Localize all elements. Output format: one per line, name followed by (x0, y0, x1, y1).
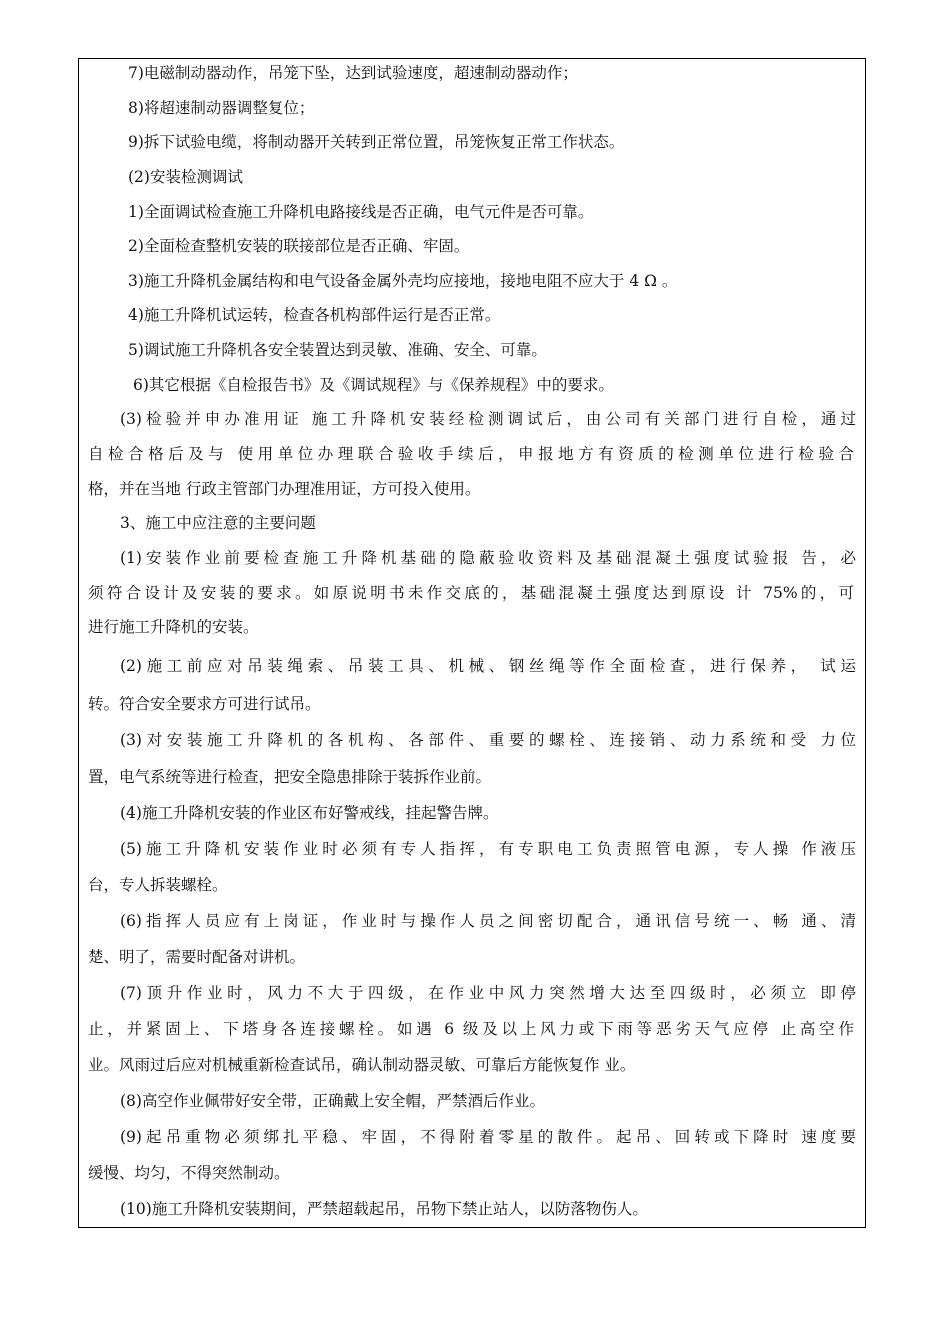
text-line: 进行施工升降机的安装。 (88, 618, 259, 636)
text-line: (2)施工前应对吊装绳索、吊装工具、机械、钢丝绳等作全面检查，进行保养， 试运 (120, 657, 856, 675)
text-line: (9)起吊重物必须绑扎平稳、牢固，不得附着零星的散件。起吊、回转或下降时 速度要 (120, 1128, 856, 1146)
text-line: 6)其它根据《自检报告书》及《调试规程》与《保养规程》中的要求。 (133, 376, 614, 394)
text-line: 置，电气系统等进行检查，把安全隐患排除于装拆作业前。 (88, 768, 492, 786)
text-line: 楚、明了，需要时配备对讲机。 (88, 948, 306, 966)
text-line: (8)高空作业佩带好安全带，正确戴上安全帽，严禁酒后作业。 (120, 1092, 545, 1110)
text-line: (1)安装作业前要检查施工升降机基础的隐蔽验收资料及基础混凝土强度试验报 告，必 (120, 549, 856, 567)
text-line: (7)顶升作业时，风力不大于四级，在作业中风力突然增大达至四级时，必须立 即停 (120, 984, 856, 1002)
text-line: (6)指挥人员应有上岗证，作业时与操作人员之间密切配合，通讯信号统一、畅 通、清 (120, 912, 856, 930)
text-line: 止，并紧固上、下塔身各连接螺栓。如遇 6 级及以上风力或下雨等恶劣天气应停 止高空作 (88, 1020, 854, 1038)
text-line: 4)施工升降机试运转，检查各机构部件运行是否正常。 (128, 306, 501, 324)
text-line: 2)全面检查整机安装的联接部位是否正确、牢固。 (128, 237, 470, 255)
text-line: 格，并在当地 行政主管部门办理准用证，方可投入使用。 (88, 480, 481, 498)
text-line: (2)安装检测调试 (128, 168, 243, 186)
text-line: (3)对安装施工升降机的各机构、各部件、重要的螺栓、连接销、动力系统和受 力位 (120, 731, 856, 749)
text-line: 1)全面调试检查施工升降机电路接线是否正确，电气元件是否可靠。 (128, 203, 594, 221)
text-line: 5)调试施工升降机各安全装置达到灵敏、准确、安全、可靠。 (128, 341, 547, 359)
text-line: 业。风雨过后应对机械重新检查试吊，确认制动器灵敏、可靠后方能恢复作 业。 (88, 1056, 636, 1074)
document-border (78, 58, 866, 1228)
section-heading: 3、施工中应注意的主要问题 (120, 514, 316, 532)
text-line: 7)电磁制动器动作，吊笼下坠，达到试验速度，超速制动器动作； (128, 64, 578, 82)
text-line: (10)施工升降机安装期间，严禁超载起吊，吊物下禁止站人，以防落物伤人。 (120, 1200, 648, 1218)
text-line: 转。符合安全要求方可进行试吊。 (88, 695, 321, 713)
text-line: 台，专人拆装螺栓。 (88, 876, 228, 894)
text-line: 须符合设计及安装的要求。如原说明书未作交底的，基础混凝土强度达到原设 计 75%的，可 (88, 584, 854, 602)
text-line: 8)将超速制动器调整复位； (128, 99, 315, 117)
text-line: (5)施工升降机安装作业时必须有专人指挥，有专职电工负责照管电源，专人操 作液压 (120, 840, 856, 858)
text-line: 3)施工升降机金属结构和电气设备金属外壳均应接地，接地电阻不应大于 4 Ω 。 (128, 272, 678, 290)
text-line: (3)检验并申办准用证 施工升降机安装经检测调试后，由公司有关部门进行自检，通过 (120, 410, 856, 428)
text-line: 缓慢、均匀，不得突然制动。 (88, 1164, 290, 1182)
text-line: 9)拆下试验电缆，将制动器开关转到正常位置，吊笼恢复正常工作状态。 (128, 133, 625, 151)
text-line: 自检合格后及与 使用单位办理联合验收手续后，申报地方有资质的检测单位进行检验合 (88, 445, 854, 463)
text-line: (4)施工升降机安装的作业区布好警戒线，挂起警告牌。 (120, 804, 499, 822)
